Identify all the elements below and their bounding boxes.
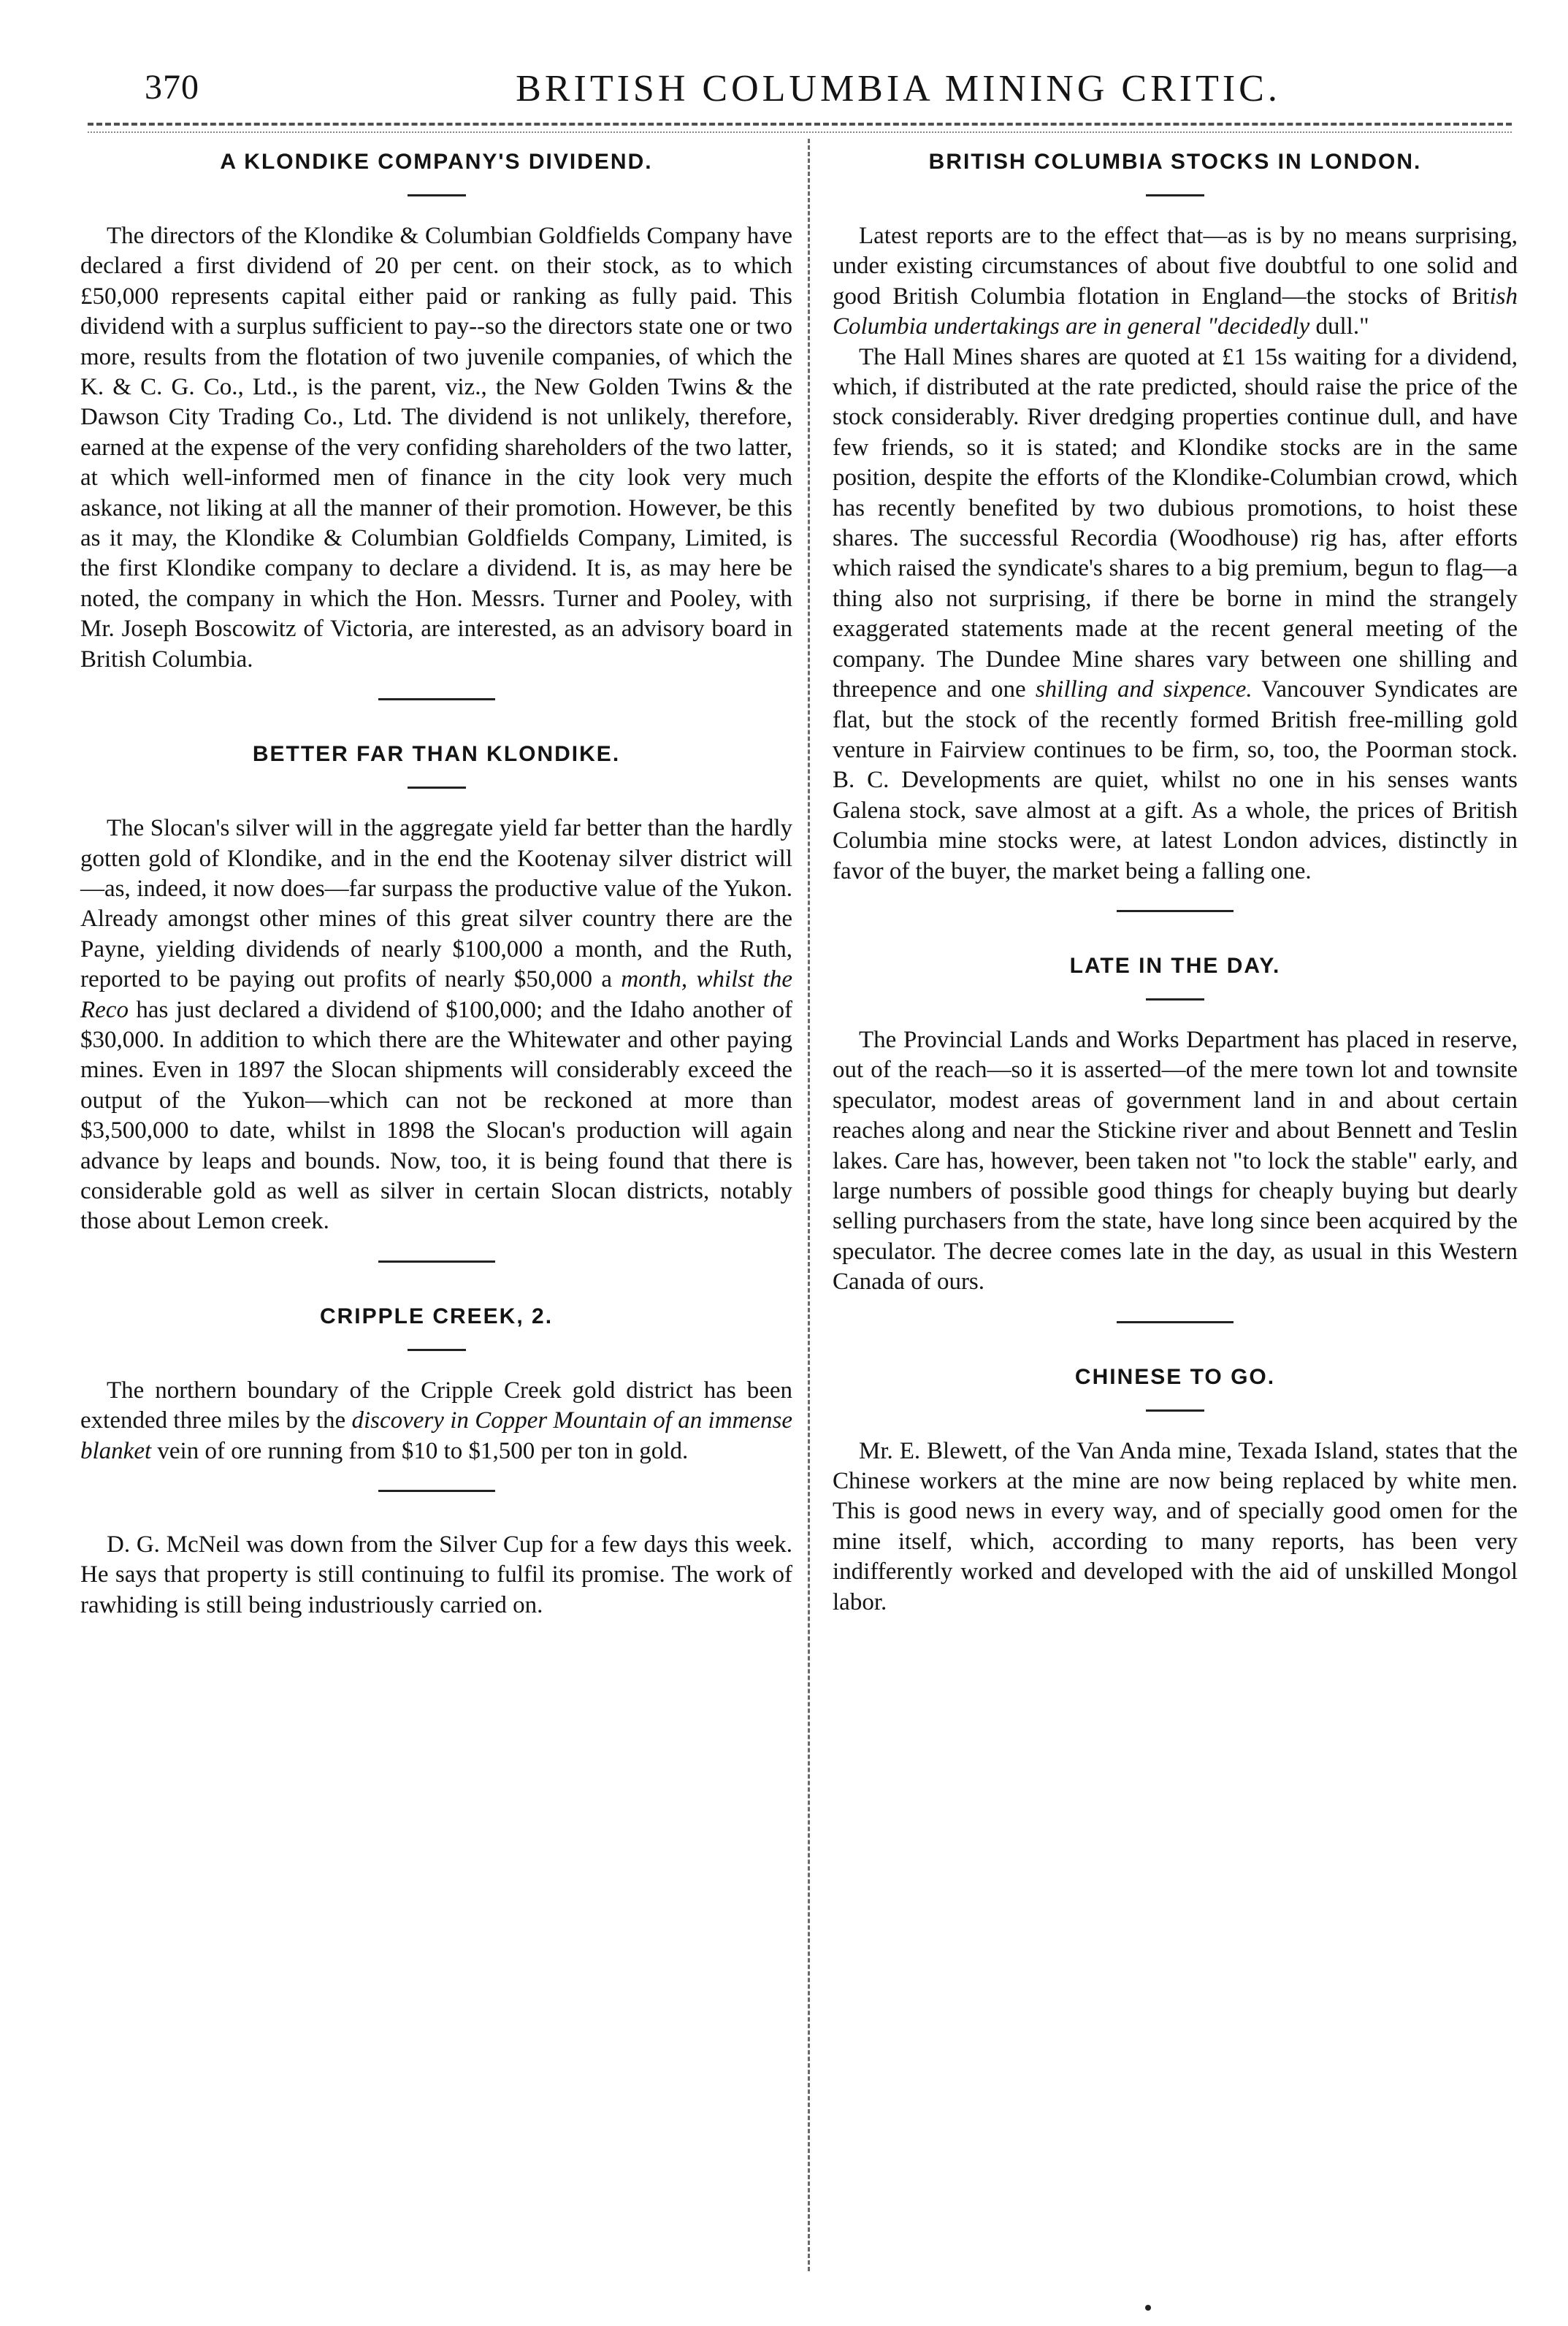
article-body [833,343,1518,887]
running-head [80,67,1512,111]
body-text: has just declared a dividend of $100,000; and the Idaho another of $30,000. In addition to which there are the Whitewater and other paying mines. Even in 1897 the Slocan shipments will considerably exceed the output of the Yukon—which can not be reckoned at more than $3,500,000 to date, whilst in 1898 the Slocan's production will again advance by leaps and bounds. Now, too, it is being found that there is considerable gold as well as silver in certain Slocan districts, notably those about Lemon creek. [80,996,792,1235]
article-klondike-dividend [80,146,792,675]
article-heading: CRIPPLE CREEK, 2. [319,1304,554,1328]
body-text: The Hall Mines shares are quoted at £1 15s waiting for a dividend, which, if distributed at the rate predicted, should raise the price of the stock considerably. River dredging properties continue dull, and have few friends, so it is stated; and Klondike stocks are in the same position, despite the efforts of the Klondike-Columbian crowd, which has recently benefited by two dubious promotions, to hoist these shares. The successful Recordia (Woodhouse) rig has, after efforts which raised the syndicate's shares to a big premium, begun to flag—a thing also not surprising, if there be borne in mind the strangely exaggerated statements made at the recent general meeting of the company. The Dundee Mine shares vary between one shilling and threepence and one [833,343,1518,703]
right-column [833,146,1518,1618]
article-body: The directors of the Klondike & Columbian Goldfields Company have declared a first dividend of 20 per cent. on their stock, as to which £50,000 represents capital either paid or ranking as fully paid. This dividend with a surplus sufficient to pay--so the directors state one or two more, results from the flotation of two juvenile companies, of which the K. & C. G. Co., Ltd., is the parent, viz., the New Golden Twins & the Dawson City Trading Co., Ltd. The dividend is not unlikely, therefore, earned at the expense of the very confiding shareholders of the two latter, at which well-informed men of finance in the city look very much askance, not liking at all the manner of their promotion. However, be this as it may, the Klondike & Columbian Goldfields Company, Limited, is the first Klondike company to declare a dividend. It is, as may here be noted, the company in which the Hon. Messrs. Turner and Pooley, with Mr. Joseph Boscowitz of Victoria, are interested, as an advisory board in British Columbia. [80,223,792,673]
header-rule-secondary [88,131,1512,133]
footer-ornament [1145,2305,1151,2311]
left-column [80,146,792,1621]
section-separator [378,1490,495,1492]
heading-rule [408,1349,466,1351]
article-heading: BETTER FAR THAN KLONDIKE. [252,742,621,767]
heading-rule [408,787,466,789]
section-separator [1117,910,1234,912]
article-chinese-to-go [833,1361,1518,1618]
body-text: Latest reports are to the effect that—as is by no means surprising, under existing circumstances of about five doubtful to one solid and good British Columbia flotation in England—the stocks of Brit [833,223,1518,310]
article-cripple-creek [80,1301,792,1466]
article-better-far [80,738,792,1237]
article-mcneil-note [80,1530,792,1621]
column-divider [808,139,810,2271]
body-text: The Slocan's silver will in the aggregate yield far better than the hardly gotten gold of Klondike, and in the end the Kootenay silver district will—as, indeed, it now does—far surpass the productive value of the Yukon. Already amongst other mines of this great silver country there are the Payne, yielding dividends of nearly $100,000 a month, and the Ruth, reported to be paying out profits of nearly $50,000 a [80,815,792,993]
body-text: Vancouver Syndicates are flat, but the stock of the recently formed British free-milling gold venture in Fairview continues to be firm, so, too, the Poorman stock. B. C. Developments are quiet, whilst no one in his senses wants Galena stock, save almost at a gift. As a whole, the prices of British Columbia mine stocks were, at latest London advices, distinctly in favor of the buyer, the market being a falling one. [833,676,1518,884]
body-italic-text: ish Columbia undertakings are in general "decidedly [833,283,1518,340]
article-heading: A KLONDIKE COMPANY'S DIVIDEND. [220,150,653,174]
article-body: D. G. McNeil was down from the Silver Cup for a few days this week. He says that property is still continuing to fulfil its promise. The work of rawhiding is still being industriously carried on. [80,1531,792,1618]
heading-rule [1146,1409,1204,1412]
page-number: 370 [145,68,199,107]
body-text: dull." [1309,313,1369,340]
article-heading: CHINESE TO GO. [1074,1364,1276,1389]
body-italic-text: shilling and sixpence. [1035,676,1253,703]
heading-rule [1146,194,1204,196]
body-text: The northern boundary of the Cripple Creek gold district has been extended three miles by the [80,1377,792,1434]
body-italic-text: month, whilst the Reco [80,966,792,1023]
article-late-in-day [833,950,1518,1298]
article-body: Mr. E. Blewett, of the Van Anda mine, Texada Island, states that the Chinese workers at the mine are now being replaced by white men. This is good news in every way, and of specially good omen for the mine itself, which, according to many reports, has been very indifferently worked and developed with the aid of unskilled Mongol labor. [833,1437,1518,1615]
article-bc-stocks [833,146,1518,887]
article-body [80,814,792,1237]
section-separator [378,698,495,700]
heading-rule [408,194,466,196]
article-heading: LATE IN THE DAY. [1069,953,1281,978]
article-body [80,1376,792,1466]
article-body: The Provincial Lands and Works Department has placed in reserve, out of the reach—so it is asserted—of the mere town lot and townsite speculator, modest areas of government land in and about certain reaches along and near the Stickine river and about Bennett and Teslin lakes. Care has, however, been taken not "to lock the stable" early, and large numbers of possible good things for cheaply buying but dearly selling purchasers from the state, have long since been acquired by the speculator. The decree comes late in the day, as usual in this Western Canada of ours. [833,1026,1518,1296]
section-separator [378,1260,495,1263]
article-body [833,221,1518,343]
header-rule [88,123,1512,126]
body-italic-text: discovery in Copper Mountain of an immense blanket [80,1407,792,1464]
article-heading: BRITISH COLUMBIA STOCKS IN LONDON. [928,150,1422,174]
journal-title: BRITISH COLUMBIA MINING CRITIC. [516,68,1281,110]
heading-rule [1146,998,1204,1001]
body-text: vein of ore running from $10 to $1,500 per ton in gold. [151,1437,689,1464]
section-separator [1117,1321,1234,1323]
